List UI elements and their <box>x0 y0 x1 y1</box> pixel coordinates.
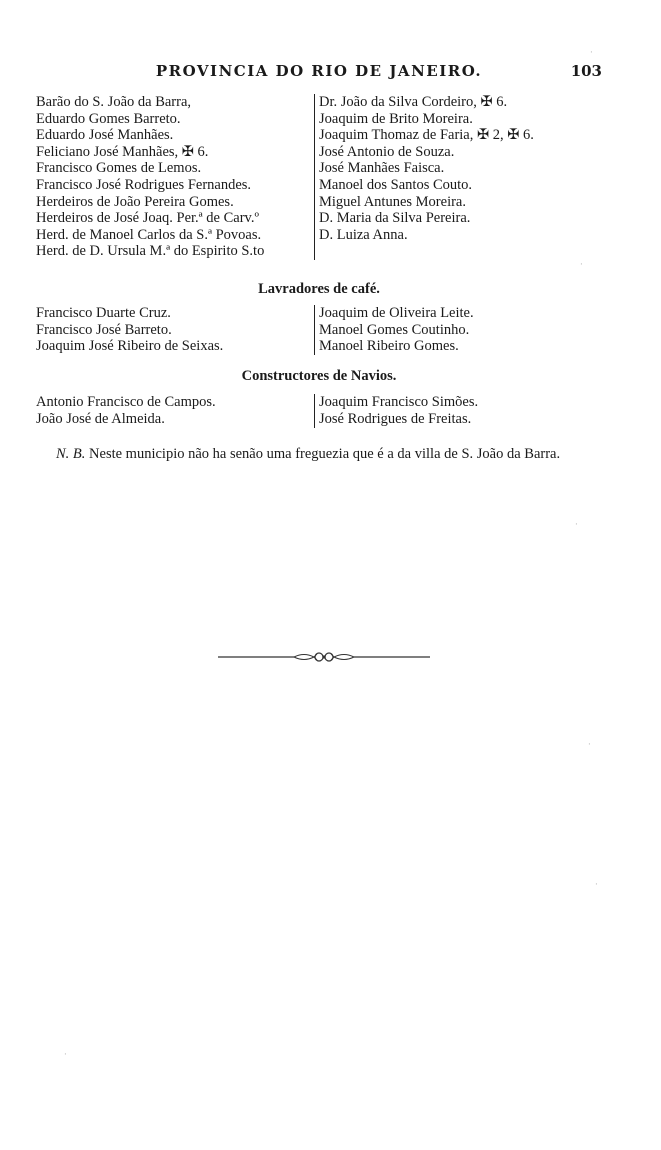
list-item: Miguel Antunes Moreira. <box>319 193 466 210</box>
scan-speck: · <box>575 520 578 530</box>
list-item: Joaquim de Oliveira Leite. <box>319 305 474 321</box>
names-column-left <box>36 94 314 260</box>
section-title-cafe: Lavradores de café. <box>258 281 380 297</box>
list-item: Herd. de D. Ursula M.ª do Espirito S.to <box>36 243 265 260</box>
list-item: Herdeiros de José Joaq. Per.ª de Carv.º <box>36 210 259 227</box>
names-column-right <box>314 94 607 260</box>
page-header <box>36 62 602 84</box>
scan-speck: · <box>588 740 591 750</box>
list-item: José Manhães Faisca. <box>319 160 445 177</box>
list-item: Manoel Gomes Coutinho. <box>319 321 470 338</box>
names-list-navios <box>36 394 602 428</box>
scan-speck: · <box>595 880 598 890</box>
names-column-left <box>36 394 314 427</box>
footnote-paragraph <box>36 446 600 463</box>
list-item: João José de Almeida. <box>36 410 165 427</box>
list-item: Herd. de Manoel Carlos da S.ª Povoas. <box>36 226 262 243</box>
list-item: Dr. João da Silva Cordeiro, ✠ 6. <box>319 94 508 110</box>
names-column-left <box>36 305 314 355</box>
ornament-divider-icon <box>218 650 430 664</box>
list-item: Francisco José Barreto. <box>36 321 172 338</box>
names-list-cafe <box>36 305 602 355</box>
scan-speck: · <box>590 48 593 58</box>
list-item: Barão do S. João da Barra, <box>36 94 192 110</box>
list-item: Eduardo José Manhães. <box>36 127 174 144</box>
scan-speck: · <box>580 260 583 270</box>
page-number: 103 <box>570 62 602 80</box>
list-item: Eduardo Gomes Barreto. <box>36 110 181 127</box>
list-item: Joaquim Thomaz de Faria, ✠ 2, ✠ 6. <box>319 127 534 144</box>
note-label: N. B. <box>56 446 86 462</box>
page-title: PROVINCIA DO RIO DE JANEIRO. <box>155 62 483 80</box>
list-item: Francisco José Rodrigues Fernandes. <box>36 176 252 193</box>
names-list-main <box>36 94 602 260</box>
list-item: Manoel Ribeiro Gomes. <box>319 338 459 355</box>
list-item: D. Luiza Anna. <box>319 226 408 243</box>
list-item: Herdeiros de João Pereira Gomes. <box>36 193 234 210</box>
list-item: Joaquim de Brito Moreira. <box>319 110 473 127</box>
list-item: José Antonio de Souza. <box>319 143 455 160</box>
scan-speck: · <box>64 1050 67 1060</box>
names-column-right <box>314 394 607 428</box>
section-title-navios: Constructores de Navios. <box>241 368 397 384</box>
list-item: José Rodrigues de Freitas. <box>319 410 472 427</box>
list-item: Joaquim José Ribeiro de Seixas. <box>36 338 224 355</box>
list-item: Manoel dos Santos Couto. <box>319 176 473 193</box>
list-item: Antonio Francisco de Campos. <box>36 394 216 410</box>
list-item: Joaquim Francisco Simões. <box>319 394 479 410</box>
list-item: Francisco Gomes de Lemos. <box>36 160 202 177</box>
list-item: D. Maria da Silva Pereira. <box>319 210 471 227</box>
names-column-right <box>314 305 607 355</box>
note-text: Neste municipio não ha senão uma freguezia que é a da villa de S. João da Barra. <box>89 446 561 462</box>
list-item: Feliciano José Manhães, ✠ 6. <box>36 143 209 160</box>
list-item: Francisco Duarte Cruz. <box>36 305 171 321</box>
